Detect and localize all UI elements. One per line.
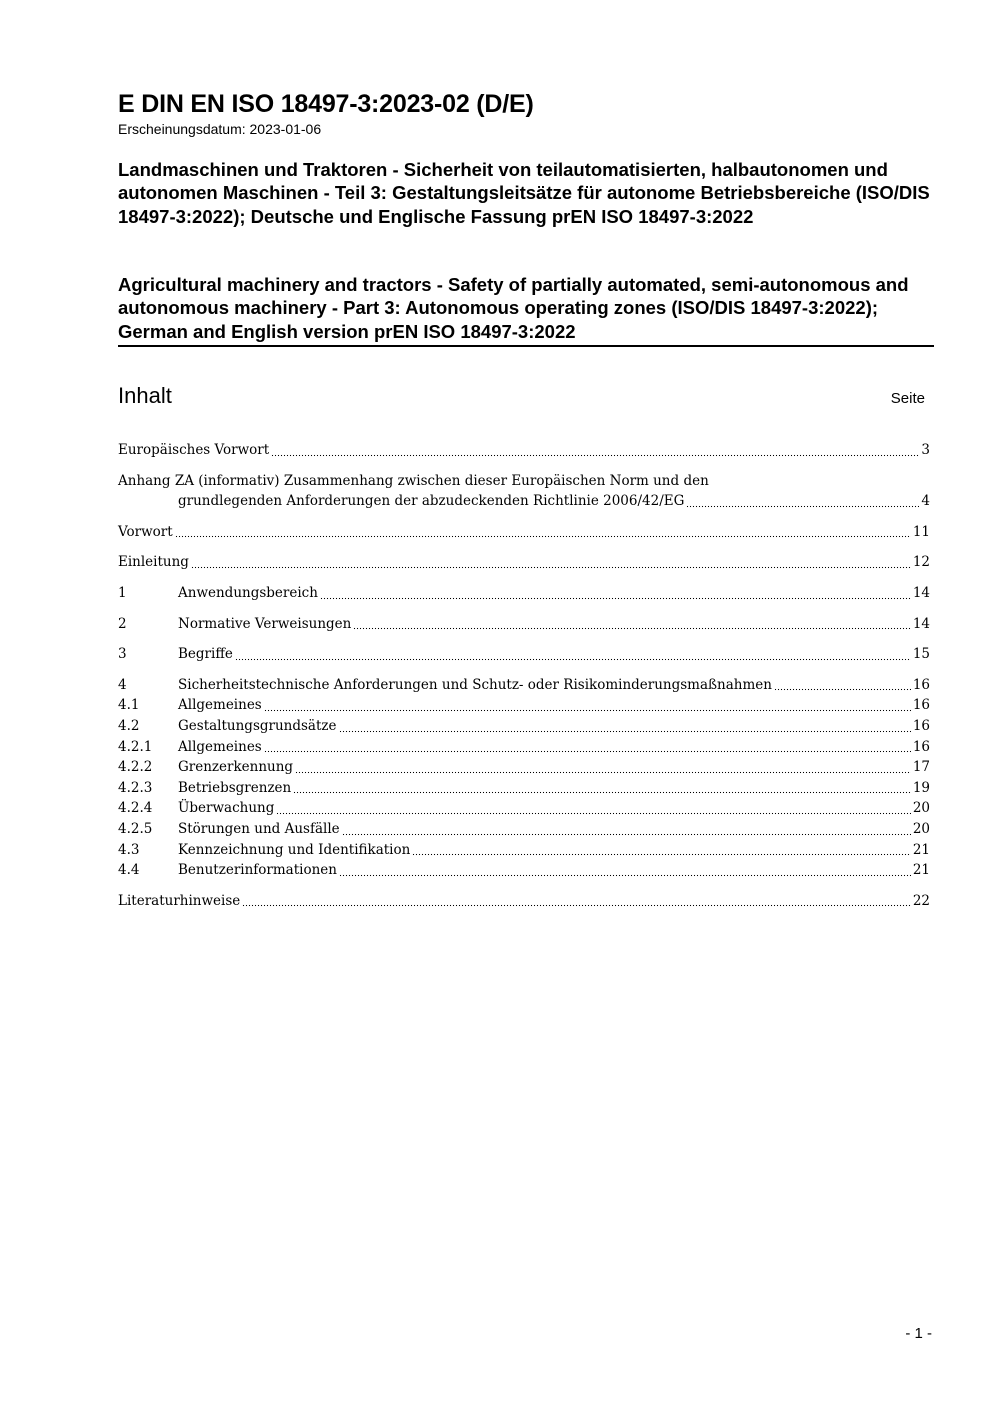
toc-entry-page: 11 [912, 523, 930, 540]
toc-entry-number: 4.2.2 [118, 759, 153, 776]
toc-dot-leader [276, 803, 910, 815]
toc-entry-list [118, 522, 930, 912]
toc-page-column-label: Seite [890, 390, 925, 407]
toc-entry[interactable] [118, 644, 930, 665]
toc-entry[interactable] [118, 583, 930, 604]
toc-dot-leader [175, 526, 911, 538]
toc-dot-leader [295, 762, 911, 774]
toc-entry-number: 4.2.1 [118, 738, 153, 755]
toc-entry-page: 16 [912, 717, 930, 734]
toc-entry-label: Benutzerinformationen [178, 862, 337, 879]
toc-entry-label: Allgemeines [178, 738, 262, 755]
toc-dot-leader [353, 618, 910, 630]
toc-entry[interactable] [118, 522, 930, 543]
toc-entry-label: Normative Verweisungen [178, 615, 352, 632]
toc-entry-page: 3 [921, 442, 930, 458]
toc-entry-label: Störungen und Ausfälle [178, 820, 340, 837]
toc-entry-label: Anwendungsbereich [178, 584, 318, 601]
toc-entry[interactable] [118, 614, 930, 635]
toc-entry-label: Überwachung [178, 800, 275, 817]
toc-entry-number: 4.2.5 [118, 820, 153, 837]
toc-entry[interactable] [118, 798, 930, 819]
toc-dot-leader [686, 496, 919, 508]
toc-entry-page: 17 [912, 759, 930, 776]
toc-entry-page: 22 [912, 892, 930, 909]
title-english: Agricultural machinery and tractors - Safety of partially automated, semi-autonomous and autonomous machinery - Part 3: Autonomous operating zones (ISO/DIS 18497-3:2022); German and English version prEN ISO 18497-3:2022 [118, 273, 934, 347]
toc-entry-label: Literaturhinweise [118, 892, 241, 909]
toc-dot-leader [774, 679, 911, 691]
page-number: - 1 - [905, 1325, 932, 1342]
toc-entry-label: Allgemeines [178, 697, 262, 714]
toc-entry-label: Kennzeichnung und Identifikation [178, 841, 411, 858]
toc-entry-label: Gestaltungsgrundsätze [178, 717, 337, 734]
document-title: E DIN EN ISO 18497-3:2023-02 (D/E) [118, 90, 534, 118]
toc-entry-number: 4.2.4 [118, 800, 153, 817]
title-german: Landmaschinen und Traktoren - Sicherheit von teilautomatisierten, halbautonomen und autonomen Maschinen - Teil 3: Gestaltungsleitsätze für autonome Betriebsbereiche (ISO/DIS 18497-3:2022); Deutsche und Englische Fassung prEN ISO 18497-3:2022 [118, 159, 930, 227]
toc-dot-leader [235, 649, 911, 661]
toc-entry-page: 20 [912, 820, 930, 837]
toc-entry-page: 21 [912, 862, 930, 879]
toc-dot-leader [339, 865, 911, 877]
toc-dot-leader [339, 721, 911, 733]
toc-dot-leader [264, 741, 911, 753]
toc-entry[interactable] [118, 695, 930, 716]
toc-entry-number: 4.2 [118, 717, 140, 734]
toc-entry-label: Europäisches Vorwort [118, 442, 270, 458]
toc-entry-label: Begriffe [178, 646, 233, 663]
toc-entry[interactable] [118, 860, 930, 881]
toc-entry-number: 4 [118, 676, 127, 693]
toc-entry-number: 4.4 [118, 862, 140, 879]
toc-heading: Inhalt [118, 383, 172, 408]
toc-entry-number: 4.3 [118, 841, 140, 858]
toc-entry-page: 21 [912, 841, 930, 858]
toc-entry-page: 20 [912, 800, 930, 817]
toc-entry-page: 15 [912, 646, 930, 663]
toc-entry-europaeisches-vorwort[interactable] [118, 440, 930, 461]
toc-dot-leader [242, 895, 911, 907]
toc-entry-number: 4.2.3 [118, 779, 153, 796]
toc-entry-page: 14 [912, 584, 930, 601]
toc-entry-number: 3 [118, 646, 127, 663]
toc-entry-page: 14 [912, 615, 930, 632]
toc-entry-label: Anhang ZA (informativ) Zusammenhang zwischen dieser Europäischen Norm und den [118, 472, 709, 489]
toc-entry[interactable] [118, 840, 930, 861]
toc-entry[interactable] [118, 757, 930, 778]
toc-entry-page: 4 [921, 493, 930, 510]
table-of-contents [118, 440, 930, 911]
toc-entry[interactable] [118, 552, 930, 573]
toc-entry-annex-za[interactable] [118, 471, 930, 512]
toc-entry[interactable] [118, 891, 930, 912]
toc-dot-leader [191, 557, 911, 569]
toc-entry-label: Betriebsgrenzen [178, 779, 292, 796]
toc-entry-number: 2 [118, 615, 127, 632]
toc-dot-leader [412, 844, 910, 856]
toc-entry-label-continued: grundlegenden Anforderungen der abzudeckenden Richtlinie 2006/42/EG [178, 493, 685, 510]
toc-dot-leader [293, 782, 911, 794]
toc-entry[interactable] [118, 675, 930, 696]
toc-entry-page: 12 [912, 554, 930, 571]
toc-dot-leader [320, 588, 911, 600]
toc-entry-page: 16 [912, 738, 930, 755]
toc-entry[interactable] [118, 716, 930, 737]
toc-entry-label: Sicherheitstechnische Anforderungen und Schutz- oder Risikominderungsmaßnahmen [178, 676, 772, 693]
toc-entry-page: 16 [912, 676, 930, 693]
toc-dot-leader [342, 824, 911, 836]
toc-entry[interactable] [118, 737, 930, 758]
toc-entry-page: 16 [912, 697, 930, 714]
toc-entry-number: 4.1 [118, 697, 140, 714]
toc-entry-label: Einleitung [118, 554, 189, 571]
toc-entry[interactable] [118, 819, 930, 840]
publication-date: Erscheinungsdatum: 2023-01-06 [118, 121, 322, 137]
toc-entry-label: Vorwort [118, 523, 173, 540]
toc-dot-leader [271, 445, 919, 457]
toc-entry-label: Grenzerkennung [178, 759, 294, 776]
toc-dot-leader [264, 700, 911, 712]
toc-entry-number: 1 [118, 584, 127, 601]
toc-entry-page: 19 [912, 779, 930, 796]
toc-entry[interactable] [118, 778, 930, 799]
